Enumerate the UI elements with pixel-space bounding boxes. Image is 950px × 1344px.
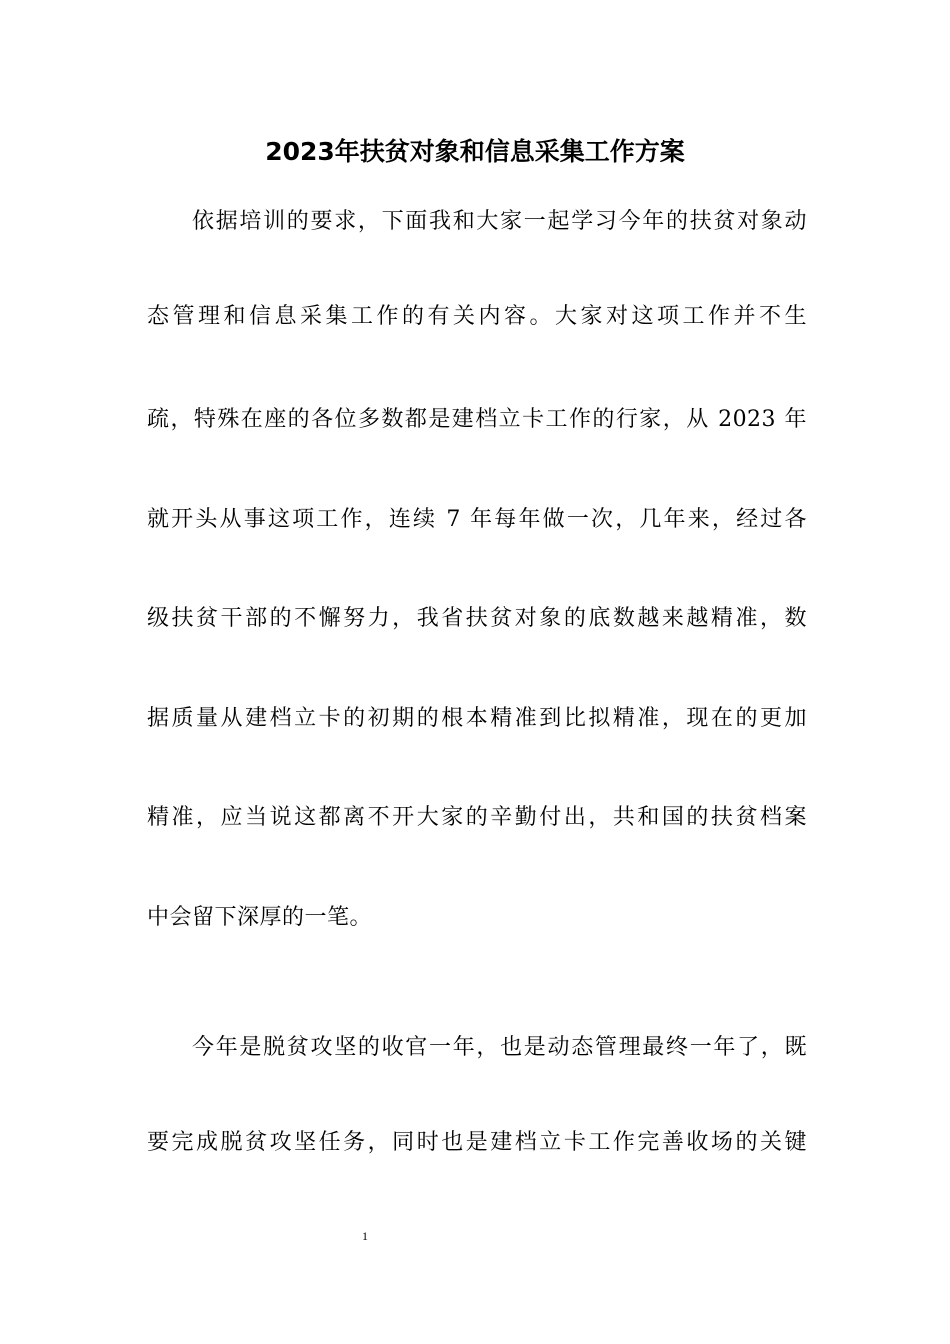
paragraph-1-line-2: 态管理和信息采集工作的有关内容。大家对这项工作并不生 bbox=[147, 304, 807, 329]
paragraph-2-line-2: 要完成脱贫攻坚任务，同时也是建档立卡工作完善收场的关键 bbox=[147, 1130, 807, 1155]
paragraph-1-line-3: 疏，特殊在座的各位多数都是建档立卡工作的行家，从 2023 年 bbox=[147, 407, 807, 432]
paragraph-1-line-1: 依据培训的要求，下面我和大家一起学习今年的扶贫对象动 bbox=[192, 209, 807, 234]
paragraph-1-line-4: 就开头从事这项工作，连续 7 年每年做一次，几年来，经过各 bbox=[147, 507, 807, 532]
paragraph-1-line-6: 据质量从建档立卡的初期的根本精准到比拟精准，现在的更加 bbox=[147, 706, 807, 731]
paragraph-1-line-8: 中会留下深厚的一笔。 bbox=[147, 905, 373, 930]
paragraph-1-line-5: 级扶贫干部的不懈努力，我省扶贫对象的底数越来越精准，数 bbox=[147, 606, 807, 631]
paragraph-2-line-1: 今年是脱贫攻坚的收官一年，也是动态管理最终一年了，既 bbox=[192, 1035, 807, 1060]
document-title: 2023年扶贫对象和信息采集工作方案 bbox=[265, 137, 685, 166]
page-number: 1 bbox=[362, 1229, 368, 1243]
paragraph-1-line-7: 精准，应当说这都离不开大家的辛勤付出，共和国的扶贫档案 bbox=[147, 805, 807, 830]
